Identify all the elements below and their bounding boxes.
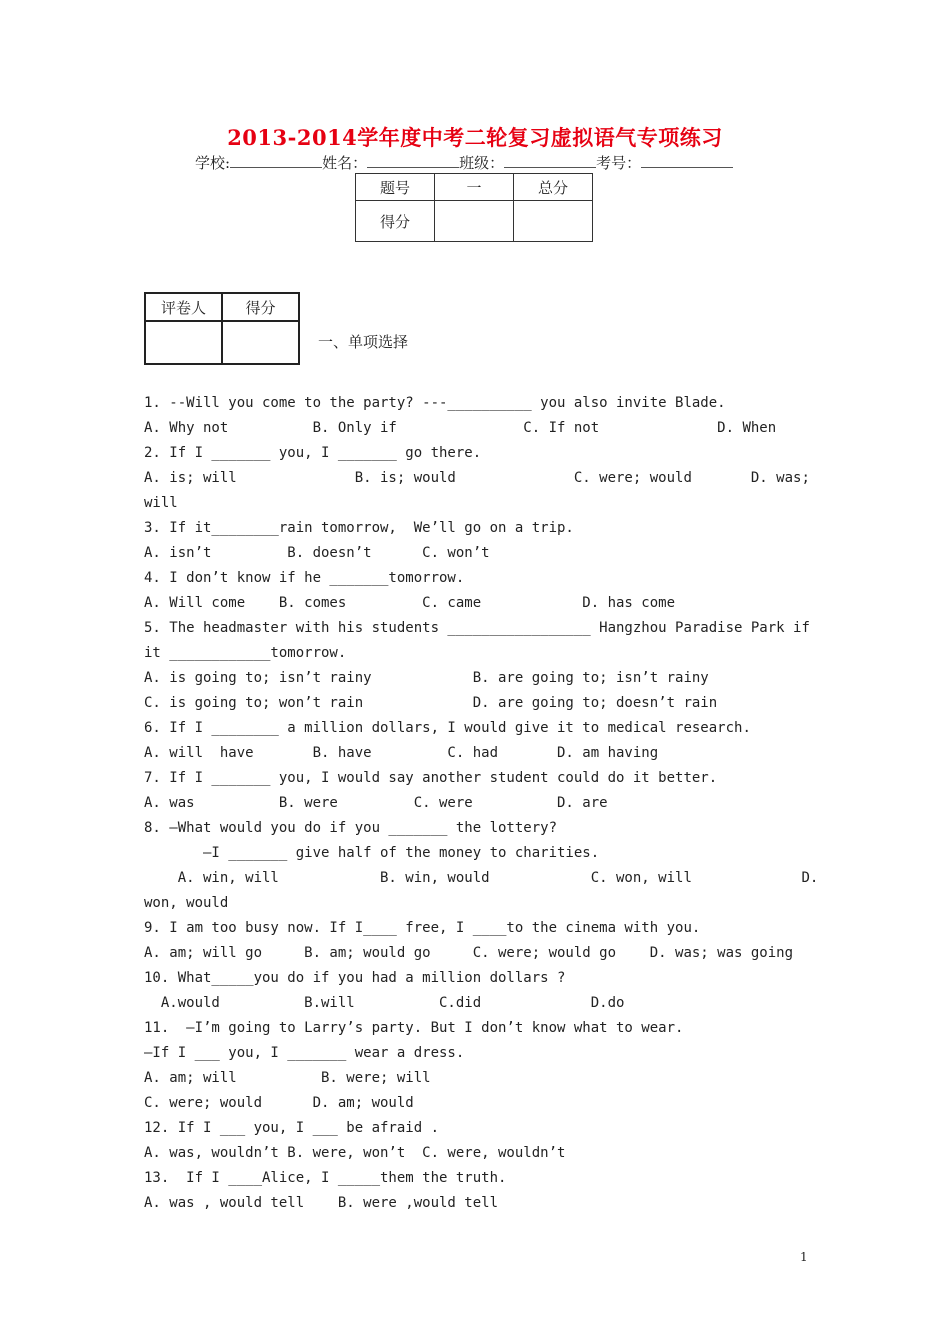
question-line: 4. I don’t know if he _______tomorrow. [144,570,465,586]
score-table-header-section-1: 一 [435,174,514,201]
question-line: A.would B.will C.did D.do [144,995,625,1011]
score-table-row-label: 得分 [356,201,435,242]
class-blank [504,153,596,168]
question-line: 3. If it________rain tomorrow, We’ll go on a trip. [144,520,574,536]
section-title: 一、单项选择 [318,333,409,351]
school-label: 学校: [195,154,231,172]
page-title: 2013-2014学年度中考二轮复习虚拟语气专项练习 [227,125,723,150]
score-table [355,173,593,242]
question-line: 2. If I _______ you, I _______ go there. [144,445,482,461]
question-line: 12. If I ___ you, I ___ be afraid . [144,1120,440,1136]
grader-score-cell [222,321,299,364]
question-line: A. was , would tell B. were ,would tell [144,1195,499,1211]
question-line: 1. --Will you come to the party? ---__________ you also invite Blade. [144,395,726,411]
question-line: A. am; will go B. am; would go C. were; would go D. was; was going [144,945,794,961]
question-line: A. Why not B. Only if C. If not D. When [144,420,777,436]
question-line: 7. If I _______ you, I would say another student could do it better. [144,770,718,786]
question-line: C. were; would D. am; would [144,1095,414,1111]
question-line: A. is; will B. is; would C. were; would D. was; [144,470,810,486]
question-line: 9. I am too busy now. If I____ free, I ____to the cinema with you. [144,920,701,936]
question-line: it ____________tomorrow. [144,645,347,661]
page-number: 1 [800,1250,808,1264]
score-table-header-question-no: 题号 [356,174,435,201]
question-line: 5. The headmaster with his students _________________ Hangzhou Paradise Park if [144,620,810,636]
name-label: 姓名： [322,154,368,172]
name-blank [367,153,459,168]
exam-number-blank [641,153,733,168]
question-line: 11. —I’m going to Larry’s party. But I don’t know what to wear. [144,1020,684,1036]
question-line: A. Will come B. comes C. came D. has come [144,595,676,611]
question-line: won, would [144,895,229,911]
question-line: A. isn’t B. doesn’t C. won’t [144,545,490,561]
grader-table [144,292,300,365]
exam-number-label: 考号： [596,154,642,172]
school-blank [230,153,322,168]
question-line: 8. —What would you do if you _______ the lottery? [144,820,558,836]
score-cell-section-1 [435,201,514,242]
question-line: 6. If I ________ a million dollars, I would give it to medical research. [144,720,751,736]
score-table-header-total: 总分 [514,174,593,201]
question-line: A. is going to; isn’t rainy B. are going to; isn’t rainy [144,670,709,686]
question-line: —I _______ give half of the money to charities. [144,845,600,861]
question-line: A. win, will B. win, would C. won, will D. [144,870,819,886]
grader-cell [145,321,222,364]
grader-header: 评卷人 [145,293,222,321]
grader-score-header: 得分 [222,293,299,321]
question-line: 10. What_____you do if you had a million dollars ? [144,970,566,986]
question-line: A. was, wouldn’t B. were, won’t C. were, wouldn’t [144,1145,566,1161]
question-line: A. was B. were C. were D. are [144,795,608,811]
question-line: 13. If I ____Alice, I _____them the truth. [144,1170,507,1186]
question-line: —If I ___ you, I _______ wear a dress. [144,1045,465,1061]
student-info-line [195,152,733,173]
question-line: C. is going to; won’t rain D. are going to; doesn’t rain [144,695,718,711]
question-line: will [144,495,178,511]
question-line: A. will have B. have C. had D. am having [144,745,659,761]
class-label: 班级： [459,154,505,172]
score-cell-total [514,201,593,242]
question-line: A. am; will B. were; will [144,1070,431,1086]
